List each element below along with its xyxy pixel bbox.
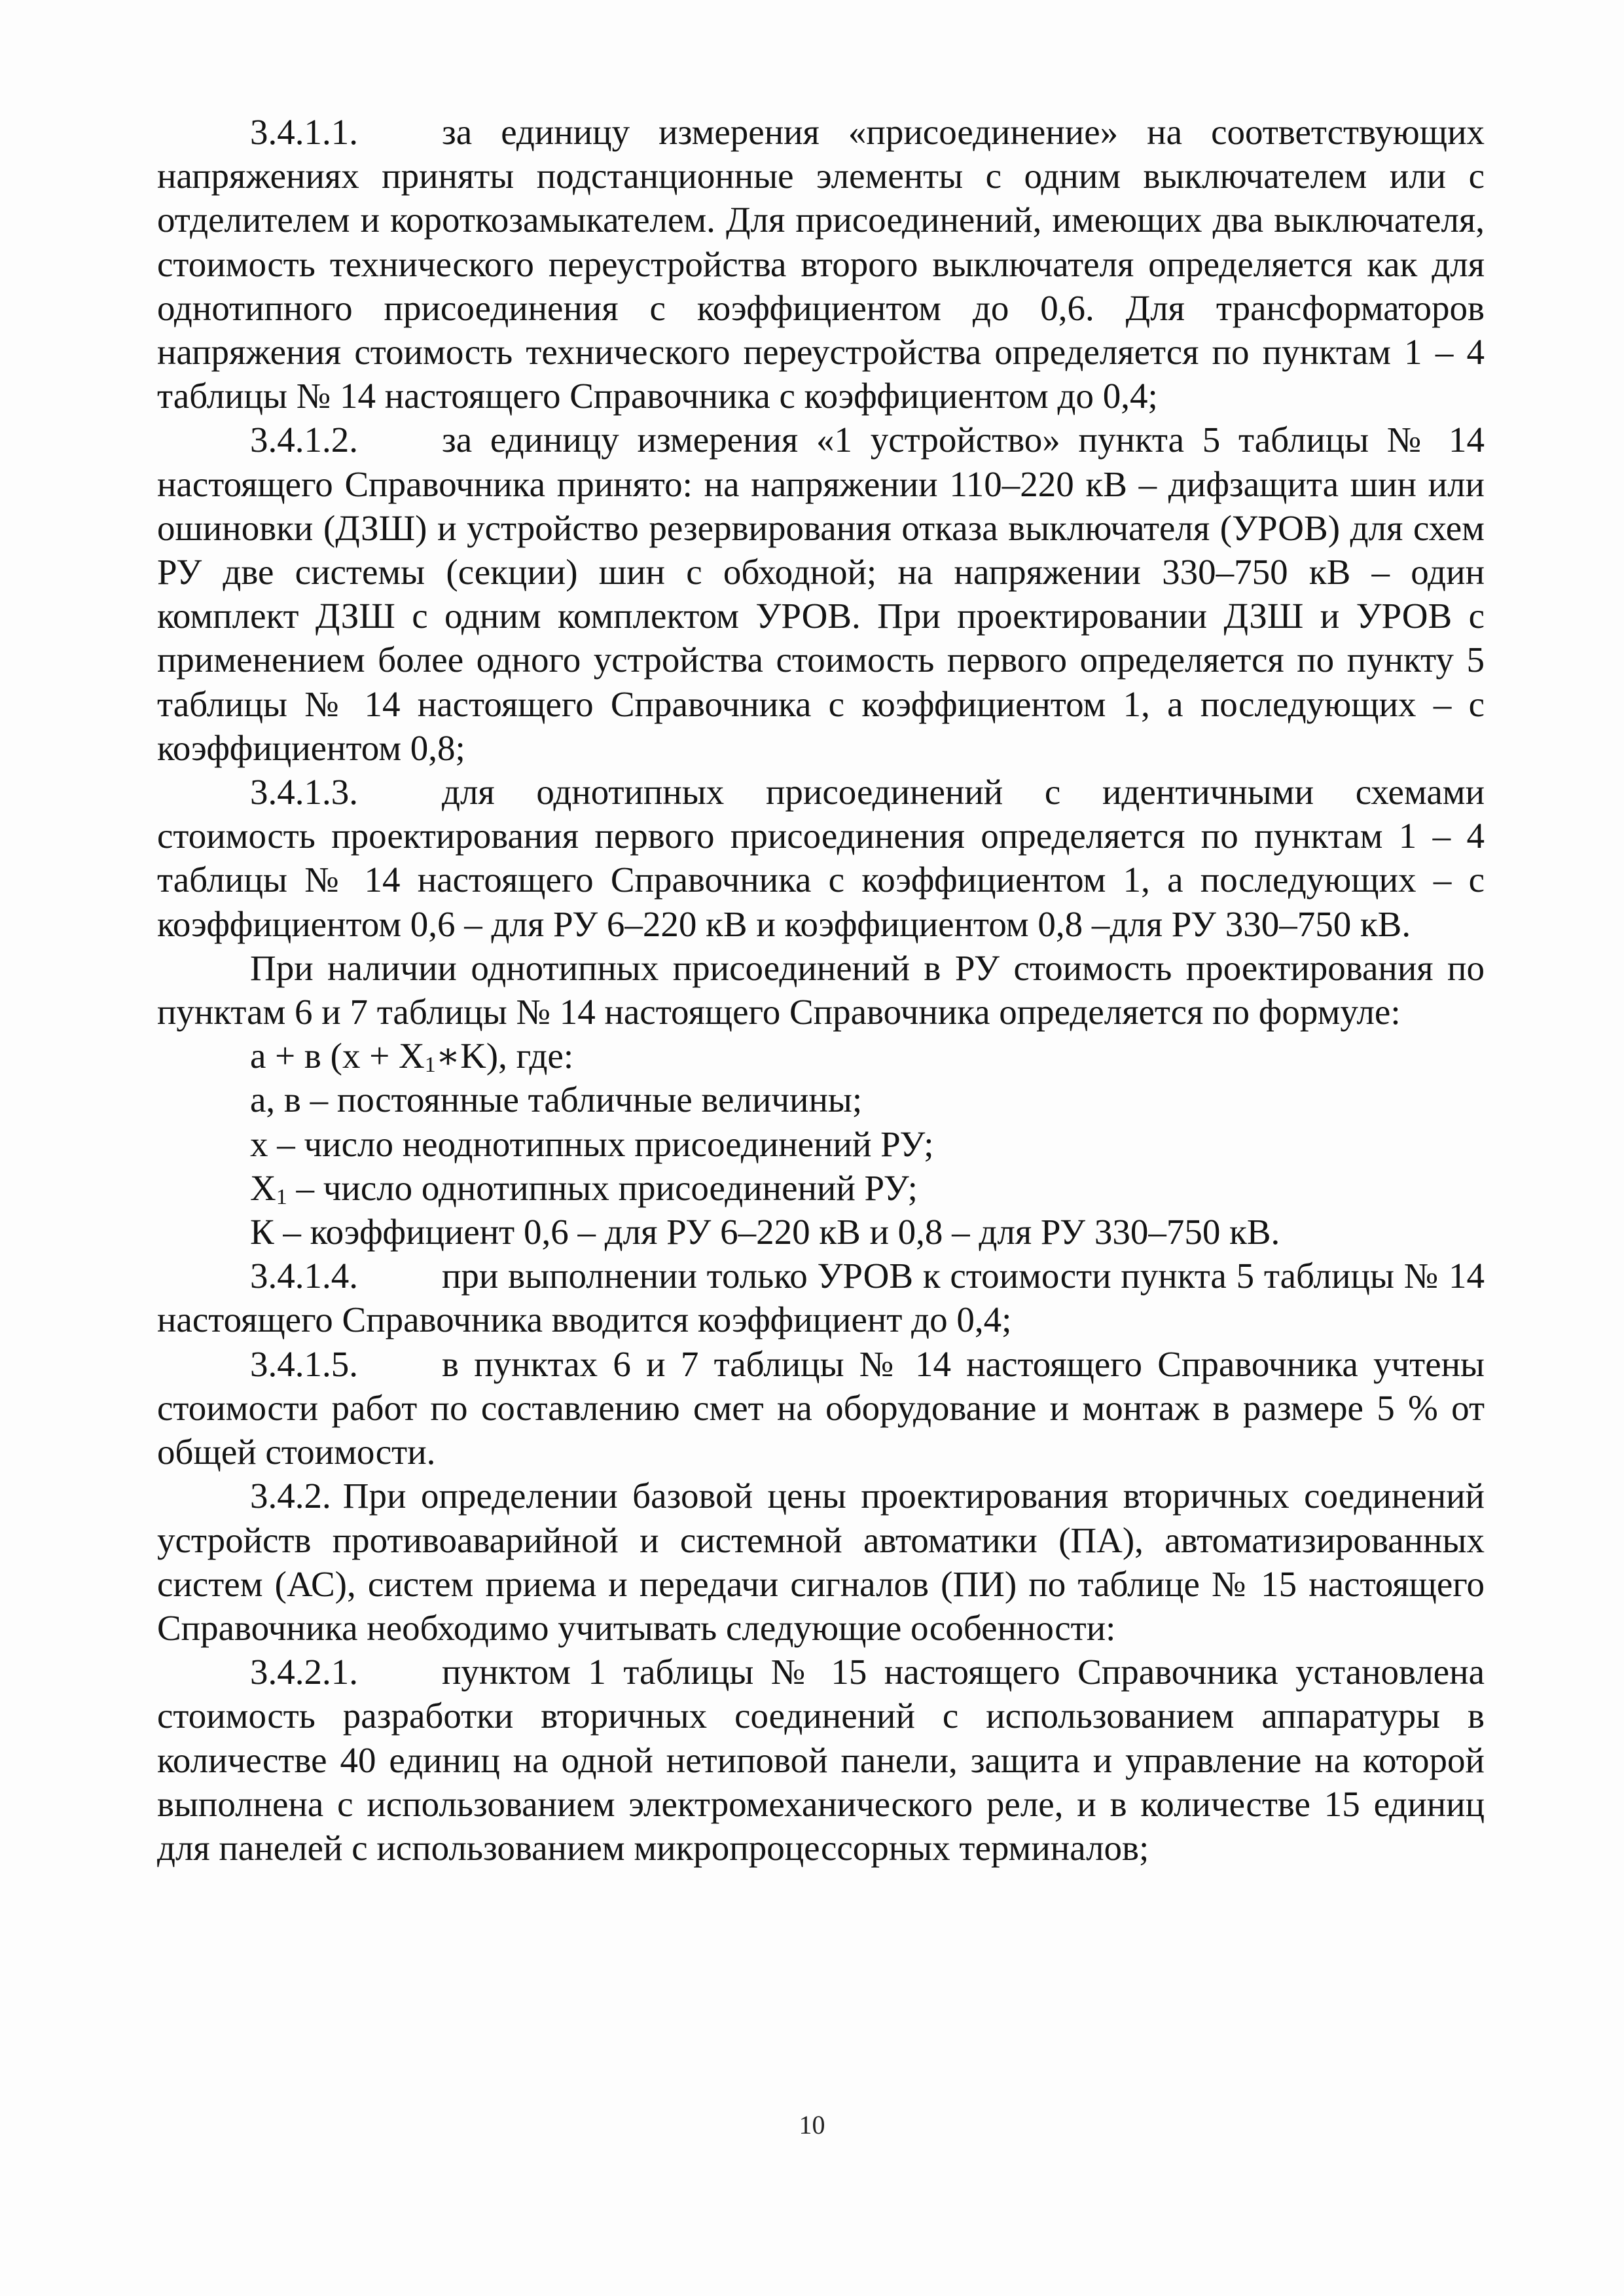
definition-x1: $X_1$ – число однотипных присоединений РУ; [250, 1167, 918, 1209]
page-number: 10 [799, 2110, 825, 2140]
clause-number: 3.4.2.1. [250, 1652, 358, 1692]
clause-number: 3.4.1.2. [250, 420, 358, 460]
definition-x: х – число неоднотипных присоединений РУ; [250, 1123, 934, 1164]
clause-text: в пунктах 6 и 7 таблицы № 14 настоящего Справочника учтены стоимости работ по составлению смет на оборудование и монтаж в размере 5 % от общей стоимости. [157, 1343, 1485, 1472]
clause-number: 3.4.1.4. [250, 1256, 358, 1296]
document-body [157, 110, 1485, 1870]
formula: а + в $(х + X_1∗K)$, где: [250, 1036, 574, 1078]
clause-number: 3.4.1.3. [250, 772, 358, 812]
clause-text: за единицу измерения «присоединение» на соответствующих напряжениях приняты подстанционные элементы с одним выключателем или с отделителем и короткозамыкателем. Для присоединений, имеющих два выключателя, стоимость технического переустройства второго выключателя определяется как для однотипного присоединения с коэффициентом до 0,6. Для трансформаторов напряжения стоимость технического переустройства определяется по пунктам 1 – 4 таблицы № 14 настоящего Справочника с коэффициентом до 0,4; [157, 112, 1485, 416]
clause-text: При определении базовой цены проектирования вторичных соединений устройств противоаварийной и системной автоматики (ПА), автоматизированных систем (АС), систем приема и передачи сигналов (ПИ) по таблице № 15 настоящего Справочника необходимо учитывать следующие особенности: [157, 1476, 1485, 1648]
paragraph-3-4-1-5 [157, 1342, 1485, 1474]
clause-number: 3.4.1.5. [250, 1343, 358, 1384]
paragraph-3-4-1-1 [157, 110, 1485, 418]
definition-a-b: а, в – постоянные табличные величины; [250, 1080, 863, 1120]
clause-number: 3.4.1.1. [250, 112, 358, 152]
paragraph-3-4-1-3 [157, 770, 1485, 946]
clause-text: для однотипных присоединений с идентичными схемами стоимость проектирования первого присоединения определяется по пунктам 1 – 4 таблицы № 14 настоящего Справочника с коэффициентом 1, а последующих – с коэффициентом 0,6 – для РУ 6–220 кВ и коэффициентом 0,8 –для РУ 330–750 кВ. [157, 772, 1485, 944]
paragraph-3-4-2 [157, 1474, 1485, 1650]
clause-number: 3.4.2. [250, 1476, 331, 1516]
clause-text: При наличии однотипных присоединений в РУ стоимость проектирования по пунктам 6 и 7 таблицы № 14 настоящего Справочника определяется по формуле: [157, 947, 1485, 1032]
paragraph-3-4-1-4 [157, 1254, 1485, 1341]
definition-k: К – коэффициент 0,6 – для РУ 6–220 кВ и 0,8 – для РУ 330–750 кВ. [250, 1212, 1280, 1252]
paragraph-formula-intro [157, 946, 1485, 1034]
clause-text: при выполнении только УРОВ к стоимости пункта 5 таблицы № 14 настоящего Справочника вводится коэффициент до 0,4; [157, 1256, 1485, 1340]
paragraph-3-4-1-2 [157, 418, 1485, 770]
clause-text: пунктом 1 таблицы № 15 настоящего Справочника установлена стоимость разработки вторичных соединений с использованием аппаратуры в количестве 40 единиц на одной нетиповой панели, защита и управление на которой выполнена с использованием электромеханического реле, и в количестве 15 единиц для панелей с использованием микропроцессорных терминалов; [157, 1652, 1485, 1868]
paragraph-3-4-2-1 [157, 1650, 1485, 1870]
clause-text: за единицу измерения «1 устройство» пункта 5 таблицы № 14 настоящего Справочника принято: на напряжении 110–220 кВ – дифзащита шин или ошиновки (ДЗШ) и устройство резервирования отказа выключателя (УРОВ) для схем РУ две системы (секции) шин с обходной; на напряжении 330–750 кВ – один комплект ДЗШ с одним комплектом УРОВ. При проектировании ДЗШ и УРОВ с применением более одного устройства стоимость первого определяется по пункту 5 таблицы № 14 настоящего Справочника с коэффициентом 1, а последующих – с коэффициентом 0,8; [157, 420, 1485, 768]
